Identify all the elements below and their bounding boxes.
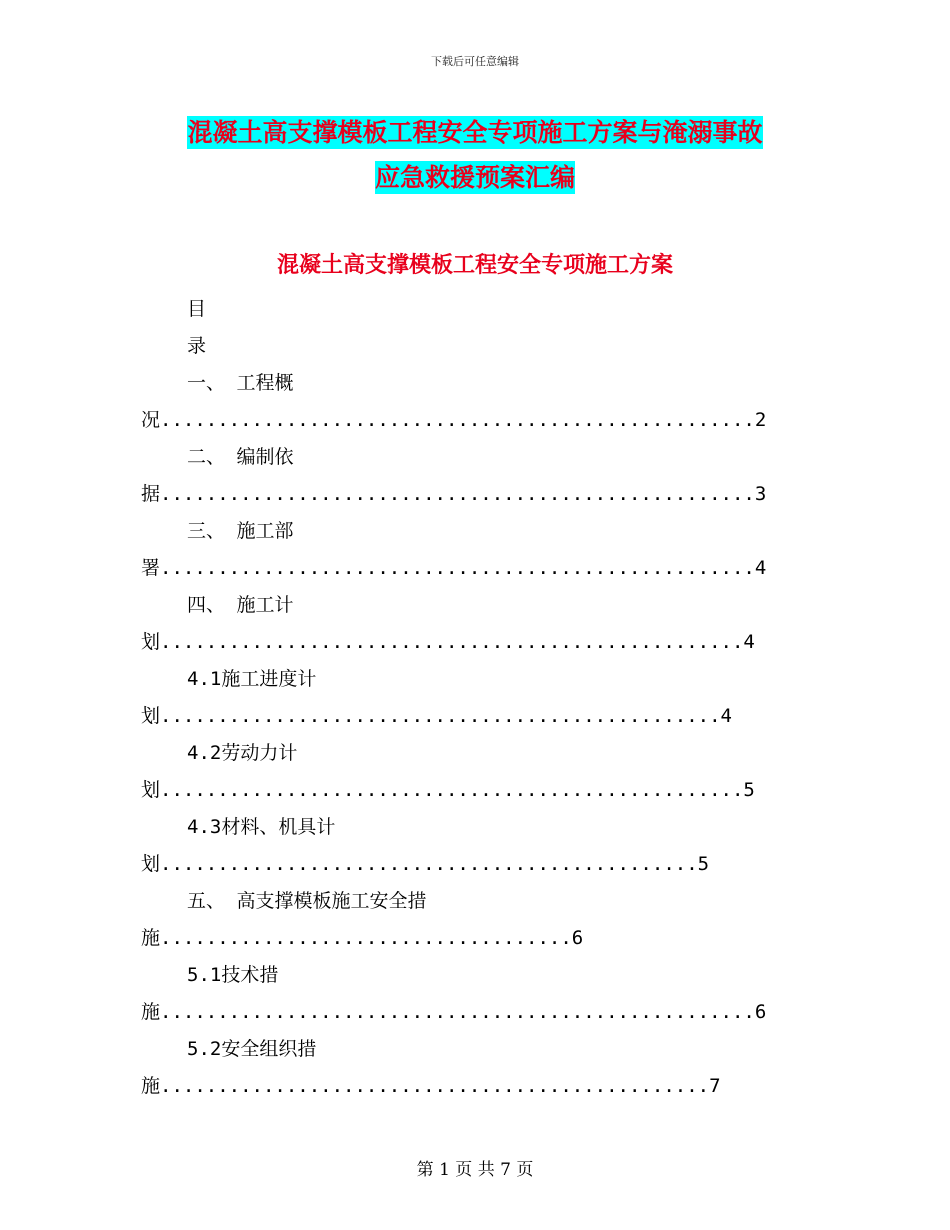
page-footer: 第 1 页 共 7 页	[416, 1160, 534, 1180]
toc-entry-title: 四、 施工计	[187, 594, 294, 616]
toc-entry-title: 五、 高支撑模板施工安全措	[187, 890, 427, 912]
toc-entry-leader: 划...................................................5	[141, 779, 755, 801]
page-header: 下载后可任意编辑	[431, 55, 519, 68]
toc-entry-title: 三、 施工部	[187, 520, 294, 542]
toc-entry-title: 一、 工程概	[187, 372, 294, 394]
main-title-line-2	[0, 158, 950, 194]
toc-entry-leader: 施....................................6	[141, 927, 584, 949]
toc-entry-leader: 划...................................................4	[141, 631, 755, 653]
toc-entry-title: 4.2劳动力计	[187, 742, 298, 764]
toc-entry-title: 二、 编制依	[187, 446, 294, 468]
toc-entry-leader: 署....................................................4	[141, 557, 767, 579]
toc-entry-title: 5.1技术措	[187, 964, 279, 986]
toc-entry-leader: 划...............................................5	[141, 853, 710, 875]
toc-entry-leader: 施................................................7	[141, 1075, 721, 1097]
toc-entry-title: 4.1施工进度计	[187, 668, 317, 690]
toc-entry-leader: 据....................................................3	[141, 483, 767, 505]
section-title: 混凝土高支撑模板工程安全专项施工方案	[276, 252, 673, 278]
toc-entry-leader: 划.................................................4	[141, 705, 732, 727]
toc-heading-1: 目	[187, 298, 207, 320]
main-title-line-1-text: 混凝土高支撑模板工程安全专项施工方案与淹溺事故	[187, 118, 763, 147]
table-of-contents	[0, 291, 950, 1105]
toc-entry-title: 4.3材料、机具计	[187, 816, 336, 838]
toc-heading-2: 录	[187, 335, 207, 357]
toc-entry-leader: 况....................................................2	[141, 409, 767, 431]
main-title-line-2-text: 应急救援预案汇编	[374, 163, 575, 192]
toc-entry-leader: 施....................................................6	[141, 1001, 767, 1023]
toc-entry-title: 5.2安全组织措	[187, 1038, 317, 1060]
main-title-line-1	[0, 113, 950, 149]
